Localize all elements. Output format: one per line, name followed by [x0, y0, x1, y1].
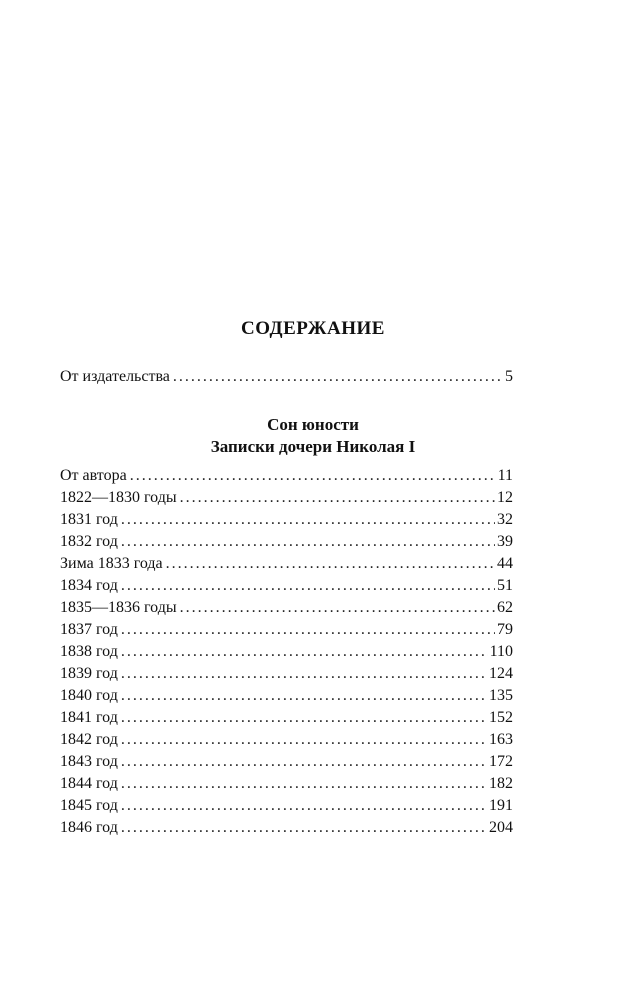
toc-leader-dots: [173, 366, 503, 388]
toc-entry-page: 44: [497, 555, 513, 572]
toc-entry[interactable]: [60, 597, 513, 619]
toc-entry-title: 1841 год: [60, 709, 118, 726]
toc-leader-dots: [121, 817, 487, 839]
toc-entry-page: 163: [489, 731, 513, 748]
toc-entry[interactable]: [60, 619, 513, 641]
toc-entry-title: 1843 год: [60, 753, 118, 770]
toc-entry-page: 182: [489, 775, 513, 792]
toc-entry-title: 1845 год: [60, 797, 118, 814]
section-title: Сон юности: [267, 415, 359, 434]
toc-leader-dots: [166, 553, 495, 575]
toc-entry-title: 1831 год: [60, 511, 118, 528]
toc-entry-title: 1835—1836 годы: [60, 599, 177, 616]
toc-entry-preface[interactable]: [60, 366, 513, 388]
toc-leader-dots: [121, 575, 495, 597]
toc-entry-page: 62: [497, 599, 513, 616]
toc-entry-title: 1846 год: [60, 819, 118, 836]
toc-entry-title: 1838 год: [60, 643, 118, 660]
toc-heading: СОДЕРЖАНИЕ: [241, 318, 385, 339]
toc-entry-page: 32: [497, 511, 513, 528]
toc-leader-dots: [121, 685, 487, 707]
toc-entry[interactable]: [60, 729, 513, 751]
toc-leader-dots: [121, 509, 495, 531]
section-subtitle: Записки дочери Николая I: [210, 437, 416, 456]
toc-entry[interactable]: [60, 465, 513, 487]
toc-entry[interactable]: [60, 685, 513, 707]
toc-leader-dots: [121, 729, 487, 751]
toc-entry-page: 110: [489, 643, 513, 660]
toc-leader-dots: [121, 641, 488, 663]
toc-entry-page: 12: [497, 489, 513, 506]
toc-entry[interactable]: [60, 575, 513, 597]
toc-entry-page: 51: [497, 577, 513, 594]
toc-leader-dots: [130, 465, 496, 487]
toc-entry-page: 135: [489, 687, 513, 704]
toc-entry-title: 1844 год: [60, 775, 118, 792]
toc-entry-page: 79: [497, 621, 513, 638]
toc-leader-dots: [121, 663, 487, 685]
toc-leader-dots: [121, 795, 487, 817]
toc-entry-title: Зима 1833 года: [60, 555, 163, 572]
toc-entry[interactable]: [60, 751, 513, 773]
toc-leader-dots: [180, 597, 495, 619]
toc-entry-title: 1839 год: [60, 665, 118, 682]
toc-entry-title: 1840 год: [60, 687, 118, 704]
toc-entry-page: 5: [505, 368, 513, 385]
toc-entry-page: 172: [489, 753, 513, 770]
toc-entry[interactable]: [60, 531, 513, 553]
toc-entry-title: 1822—1830 годы: [60, 489, 177, 506]
toc-entry-page: 204: [489, 819, 513, 836]
toc-entry-page: 11: [497, 467, 513, 484]
toc-entry-page: 124: [489, 665, 513, 682]
toc-entry[interactable]: [60, 663, 513, 685]
toc-entry[interactable]: [60, 641, 513, 663]
toc-leader-dots: [121, 751, 487, 773]
toc-entry[interactable]: [60, 509, 513, 531]
toc-entry-title: От автора: [60, 467, 127, 484]
toc-entry-page: 191: [489, 797, 513, 814]
toc-entry[interactable]: [60, 817, 513, 839]
toc-entry-title: 1837 год: [60, 621, 118, 638]
toc-leader-dots: [121, 619, 495, 641]
toc-entry[interactable]: [60, 487, 513, 509]
toc-leader-dots: [121, 531, 495, 553]
toc-entry-title: 1842 год: [60, 731, 118, 748]
toc-entry-page: 152: [489, 709, 513, 726]
toc-leader-dots: [121, 707, 487, 729]
toc-entry-title: 1834 год: [60, 577, 118, 594]
toc-entry[interactable]: [60, 795, 513, 817]
toc-entry[interactable]: [60, 553, 513, 575]
toc-entry-title: От издательства: [60, 368, 170, 385]
toc-leader-dots: [121, 773, 487, 795]
toc-leader-dots: [180, 487, 495, 509]
toc-entry[interactable]: [60, 773, 513, 795]
toc-entry[interactable]: [60, 707, 513, 729]
toc-entry-title: 1832 год: [60, 533, 118, 550]
toc-entry-page: 39: [497, 533, 513, 550]
